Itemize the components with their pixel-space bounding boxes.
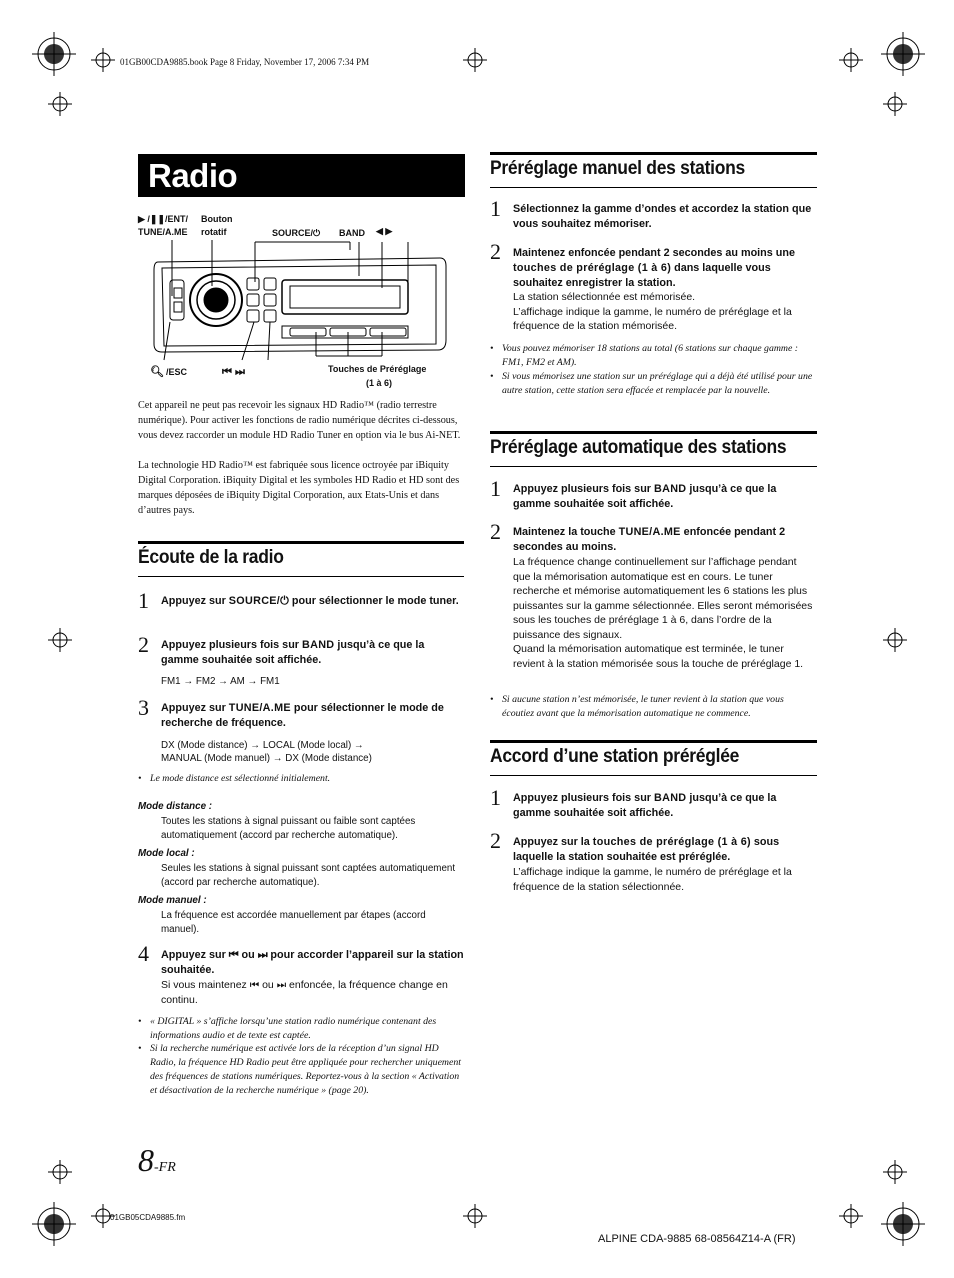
mode-heading: Mode distance : [138,801,213,812]
step-text-part: dans laquelle vous souhaitez enregistrer la station. [513,262,771,289]
step-text-part: Appuyez plusieurs fois sur [513,792,654,804]
label-esc: /ESC [166,367,188,377]
step-text [513,482,816,512]
step-text-part: Appuyez plusieurs fois sur [161,639,302,651]
keyword: touches de préréglage (1 à 6) [513,262,672,274]
skip-back-icon: ⏮ [228,949,239,961]
step-subtext: L’affichage indique la gamme, le numéro de préréglage et la fréquence de la station sélectionnée. [513,866,792,893]
step-text-part: pour sélectionner le mode tuner. [288,595,459,607]
keyword: SOURCE/⏻ [228,595,289,607]
step-text [161,638,464,668]
bullet: • [138,1043,142,1054]
step-text-part: Appuyez sur la [513,836,593,848]
step-subtext: La fréquence change continuellement sur l’affichage pendant que la mémorisation automatique est en cours. Le tuner recherche et mémorise automatiquement les 6 stations les plus puissantes sur la gamme sélectionnée. Elles seront mémorisées sous les touches de préréglage 1 à 6, dans l’ordre de la puissance des signaux. Quand la mémorisation automatique est terminée, le tuner revient à la station mémorisée sous la touche de préréglage 1. [513,556,813,670]
label-touches: Touches de Préréglage [328,364,427,374]
label-touches-range: (1 à 6) [366,378,393,388]
band-sequence: FM1 → FM2 → AM → FM1 [161,676,280,687]
step-number: 3 [138,695,149,720]
mode-description: Toutes les stations à signal puissant ou faible sont captées automatiquement (accord par recherche automatique). [161,816,416,841]
note-text: Si aucune station n’est mémorisée, le tuner revient à la station que vous écoutiez avant que la mémorisation automatique ne commence. [502,694,784,719]
note-text: Si la recherche numérique est activée lors de la réception d’un signal HD Radio, la fréquence HD Radio peut être appliquée pour rechercher uniquement des fréquences de stations numériques. Reportez-vous à la section « Activation et désactivation de la recherche numérique » (page 20). [150,1043,461,1096]
intro-paragraph-2: La technologie HD Radio™ est fabriquée sous licence octroyée par iBiquity Digital Corporation. iBiquity Digital et les symboles HD Radio et HD sont des marques déposées de iBiquity Digital Corporation, aux Etats-Unis et dans d’autres pays. [138,460,460,516]
page-number [138,1142,176,1179]
step-number: 1 [490,785,501,810]
step-number: 2 [490,519,501,544]
mode-heading: Mode manuel : [138,895,207,906]
mode-description: Seules les stations à signal puissant sont captées automatiquement (accord par recherche automatique). [161,863,456,888]
note-text: Le mode distance est sélectionné initialement. [150,773,331,784]
subtext-part: ou [259,979,277,991]
step-number: 2 [138,632,149,657]
mode-sequence-1: DX (Mode distance) → LOCAL (Mode local) → [161,740,364,751]
step-text-part: Appuyez sur [161,595,229,607]
step-text [161,594,464,609]
keyword: touches de préréglage (1 à 6) [592,836,751,848]
step-text-part: enfoncée pendant 2 secondes au moins. [513,526,786,553]
step-subtext: La station sélectionnée est mémorisée. L’affichage indique la gamme, le numéro de préréglage et la fréquence de la station mémorisée. [513,291,792,332]
registration-target-icon [881,32,925,76]
step-number: 1 [138,588,149,613]
note-text: Vous pouvez mémoriser 18 stations au total (6 stations sur chaque gamme : FM1, FM2 et AM). [502,343,799,368]
print-header: 01GB00CDA9885.book Page 8 Friday, November 17, 2006 7:34 PM [120,57,370,67]
section-heading-auto [490,431,817,467]
keyword: BAND [654,792,687,804]
note-text: Si vous mémorisez une station sur un préréglage qui a déjà été utilisé pour une autre station, cette station sera effacée et remplacée par la nouvelle. [502,371,813,396]
keyword: BAND [302,639,335,651]
bullet: • [490,694,494,705]
step-text-part: jusqu’à ce que la gamme souhaitée soit affichée. [513,792,777,819]
label-tune: TUNE/A.ME [138,227,188,237]
label-play: ▶ /❚❚/ENT/ [138,214,189,224]
note-text: « DIGITAL » s’affiche lorsqu’une station radio numérique contenant des informations audio et de texte est captée. [150,1016,437,1041]
intro-paragraph-1: Cet appareil ne peut pas recevoir les signaux HD Radio™ (radio terrestre numérique). Pour activer les fonctions de radio numérique décrites ci-dessous, vous devez raccorder un module HD Radio Tuner en option via le bus Ai-NET. [138,400,461,441]
label-bouton: Bouton [201,214,233,224]
footer-filename: 01GB05CDA9885.fm [110,1213,186,1222]
mode-heading: Mode local : [138,848,195,859]
label-rotatif: rotatif [201,227,227,237]
section-heading-accord [490,740,817,776]
label-source: SOURCE/⏻ [272,228,321,238]
section-heading-text: Écoute de la radio [138,547,284,568]
magnifier-icon: 🔍︎ [150,366,164,378]
step-text-part: Maintenez la touche [513,526,619,538]
bullet: • [490,371,494,382]
mode-description: La fréquence est accordée manuellement par étapes (accord manuel). [161,910,426,935]
step-text-part: Appuyez plusieurs fois sur [513,483,654,495]
step-text: Sélectionnez la gamme d’ondes et accordez la station que vous souhaitez mémoriser. [513,203,812,230]
step-text [513,791,816,821]
step-text-part: Maintenez enfoncée pendant 2 secondes au moins une [513,247,795,259]
step-number: 2 [490,828,501,853]
mode-sequence-2: MANUAL (Mode manuel) → DX (Mode distance) [161,753,372,764]
page-number-digit: 8 [138,1142,154,1178]
step-number: 1 [490,196,501,221]
section-heading-text: Préréglage manuel des stations [490,158,745,179]
label-band: BAND [339,228,365,238]
step-text [161,701,464,731]
page-title-box [138,154,465,197]
keyword: TUNE/A.ME [618,526,681,538]
page-number-suffix: -FR [154,1160,176,1175]
registration-target-icon [881,1202,925,1246]
step-number: 1 [490,476,501,501]
step-text-part: sous laquelle la station souhaitée est préréglée. [513,836,780,863]
step-text [513,835,816,865]
step-text-part: Appuyez sur [161,949,229,961]
step-text [161,948,464,978]
subtext-part: enfoncée, la fréquence change en continu. [161,979,448,1006]
step-subtext [161,978,461,1007]
registration-target-icon [32,32,76,76]
device-diagram [150,236,450,366]
bullet: • [138,773,142,784]
step-text-part: pour accorder l’appareil sur la station souhaitée. [161,949,464,976]
skip-forward-icon: ⏭ [257,949,268,961]
step-number: 4 [138,941,149,966]
skip-forward-icon: ⏭ [276,979,287,991]
label-skip: ⏮ ⏭ [222,366,245,378]
skip-back-icon: ⏮ [249,979,260,991]
label-arrows: ◀ ▶ [376,226,393,236]
subtext-part: Si vous maintenez [161,979,250,991]
step-text-part: Appuyez sur [161,702,229,714]
registration-target-icon [32,1202,76,1246]
section-heading-text: Accord d’une station préréglée [490,746,740,767]
step-text [513,525,816,555]
step-text-part: jusqu’à ce que la gamme souhaitée soit affichée. [161,639,425,666]
section-heading-text: Préréglage automatique des stations [490,437,787,458]
keyword: BAND [654,483,687,495]
footer-product-code: ALPINE CDA-9885 68-08564Z14-A (FR) [598,1233,796,1245]
bullet: • [490,343,494,354]
section-heading-ecoute [138,541,464,577]
step-text-part: ou [238,949,258,961]
step-text-part: pour sélectionner le mode de recherche de fréquence. [161,702,444,729]
bullet: • [138,1016,142,1027]
step-text-part: jusqu’à ce que la gamme souhaitée soit affichée. [513,483,777,510]
section-heading-manuel [490,152,817,188]
step-number: 2 [490,239,501,264]
step-text [513,246,816,291]
page-title: Radio [148,157,238,194]
keyword: TUNE/A.ME [228,702,291,714]
